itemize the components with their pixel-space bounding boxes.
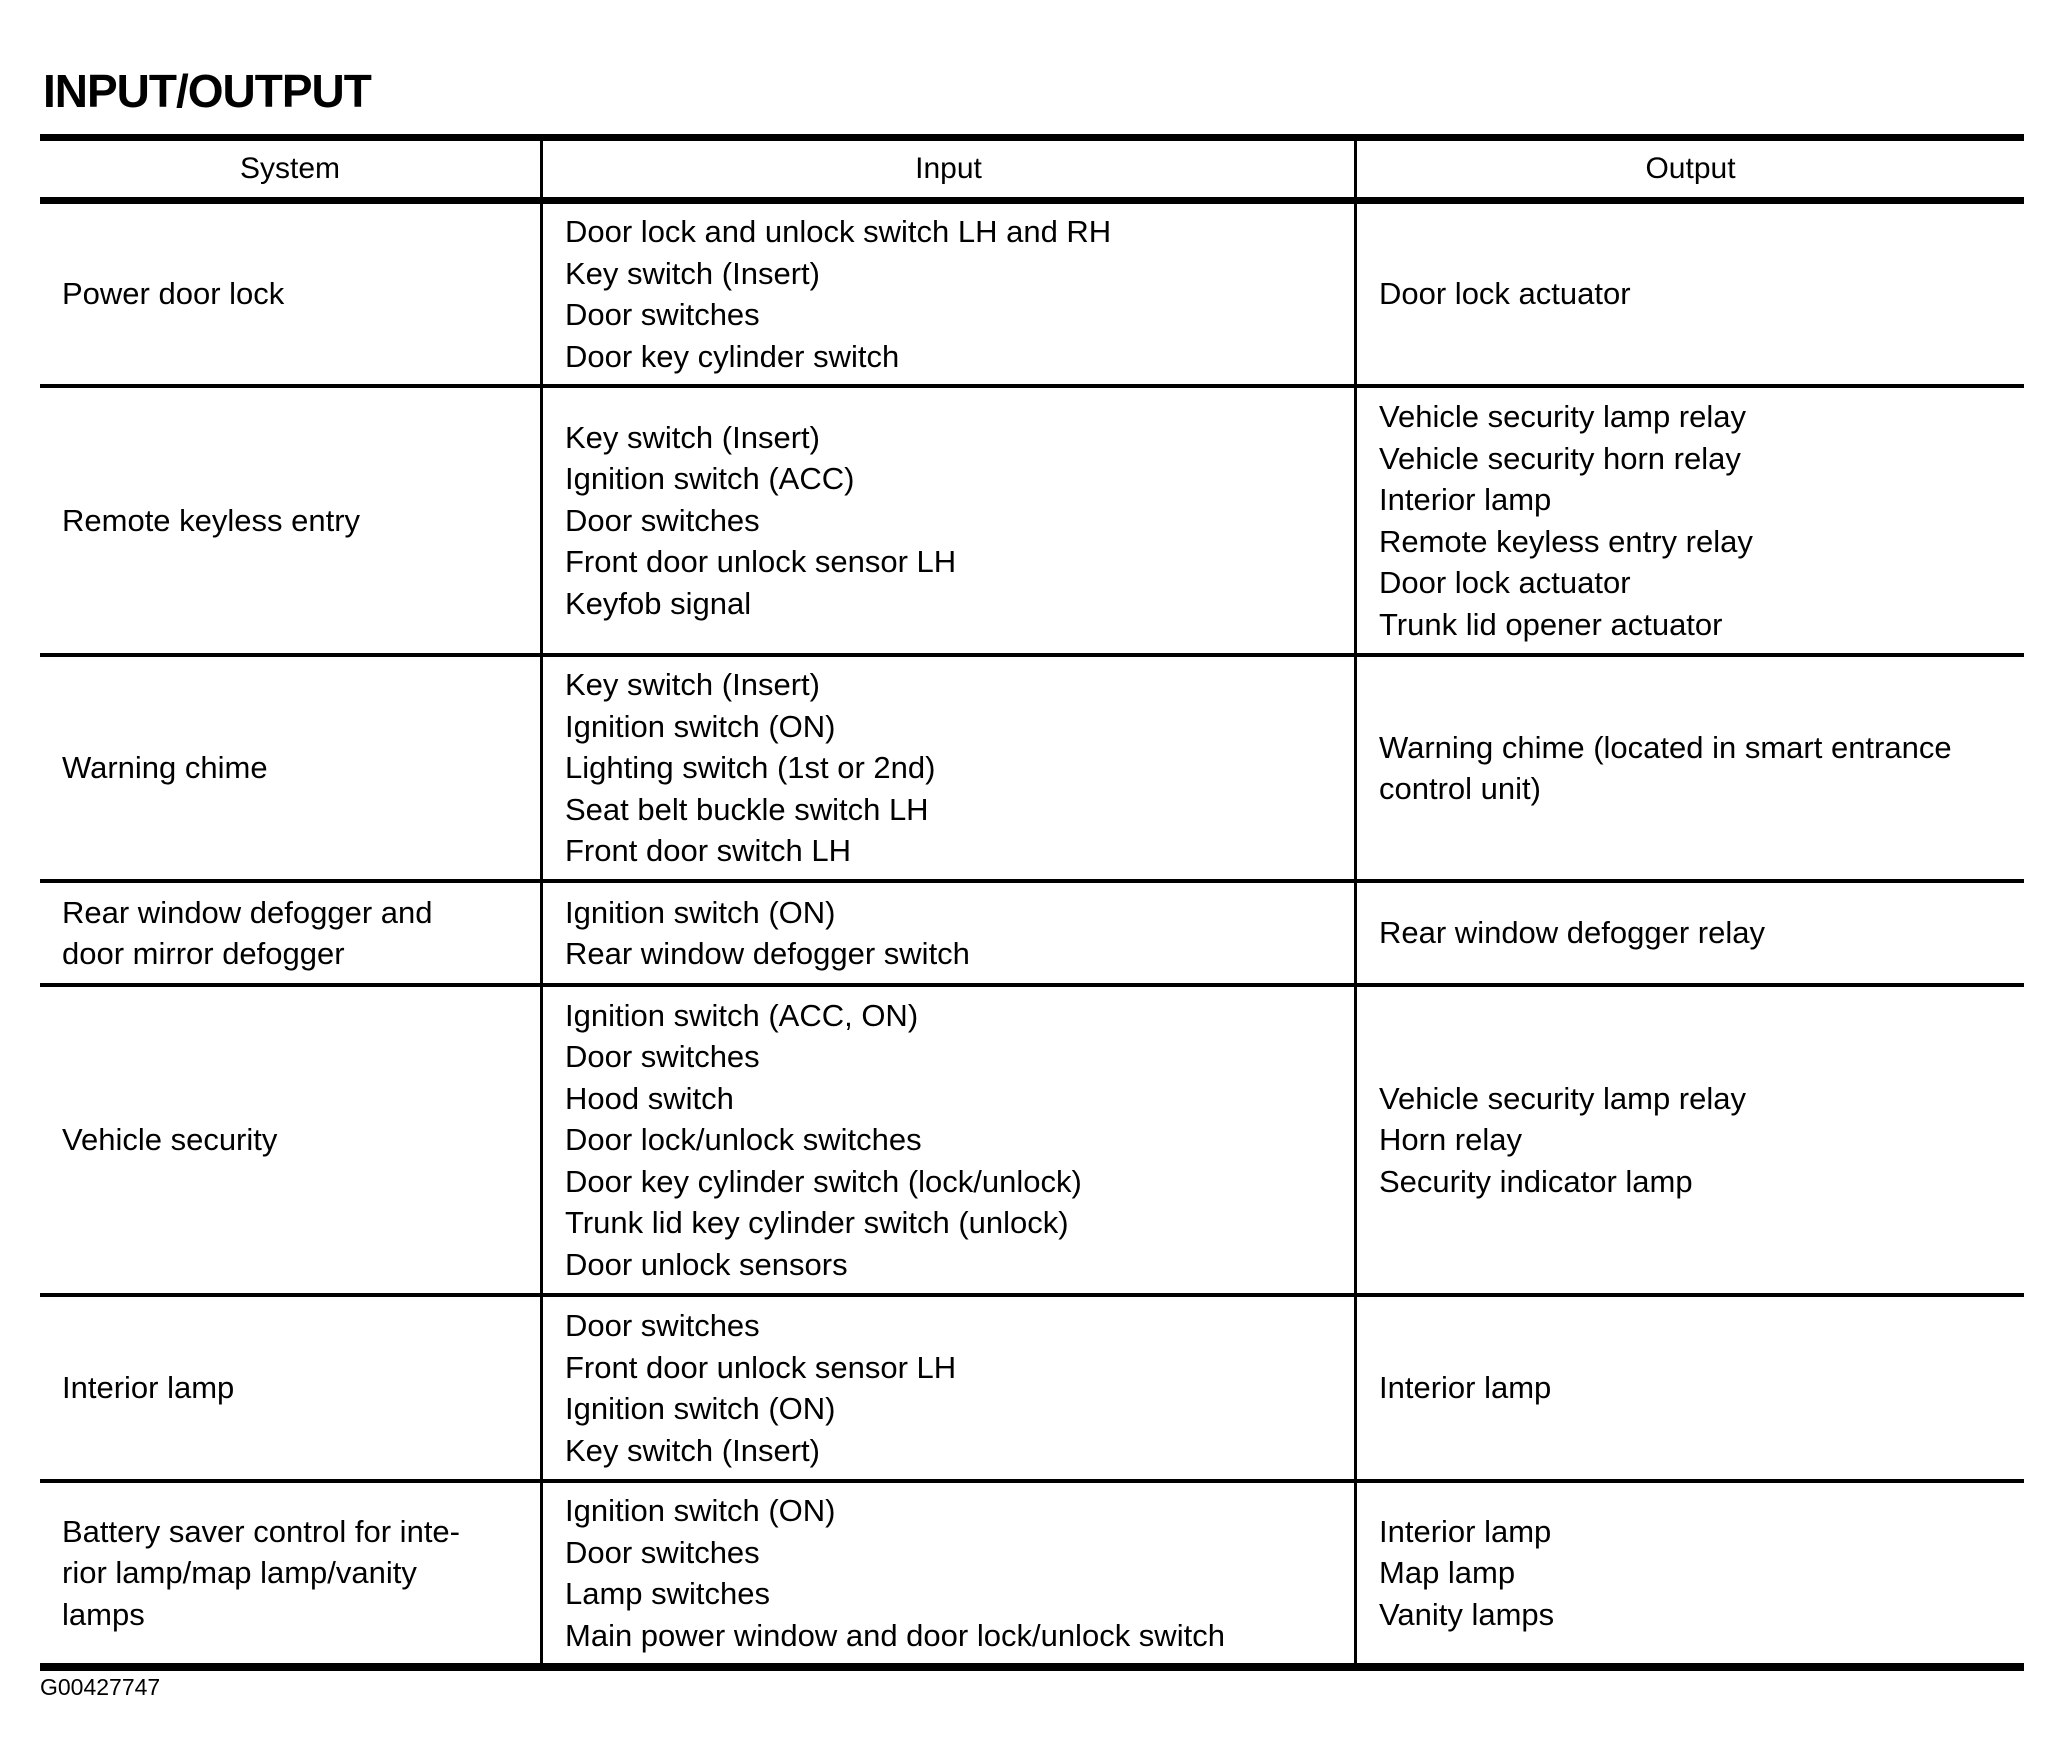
output-line: Horn relay [1379,1122,1522,1158]
input-line: Keyfob signal [565,585,752,621]
table-row [40,653,2024,879]
output-line: Trunk lid opener actuator [1379,606,1723,642]
table-row [40,200,2024,384]
output-line: Interior lamp [1379,482,1552,517]
input-cell [540,987,1354,1293]
output-cell [1354,204,2024,384]
input-line: Door key cylinder switch [565,338,900,374]
system-line: Power door lock [62,276,285,312]
system-line: lamps [62,1596,145,1632]
system-line: Remote keyless entry [62,502,361,538]
input-cell [540,657,1354,879]
system-line: Battery saver control for inte- [62,1513,460,1549]
output-cell [1354,1297,2024,1479]
output-line: Rear window defogger relay [1379,915,1765,951]
output-cell [1354,883,2024,983]
header-system: System [239,152,341,186]
system-cell [40,204,540,384]
header-output: Output [1354,141,2024,197]
output-line: Interior lamp [1379,1370,1552,1406]
output-line: Interior lamp [1379,1513,1552,1549]
input-line: Door switches [565,1308,760,1343]
input-line: Main power window and door lock/unlock switch [565,1617,1225,1653]
output-line: control unit) [1379,771,1541,806]
input-line: Lamp switches [565,1576,771,1611]
figure-id: G00427747 [40,1674,161,1700]
table-row [40,384,2024,653]
system-cell [40,388,540,653]
output-line: Vehicle security horn relay [1379,440,1741,476]
input-line: Door switches [565,297,760,332]
system-line: rior lamp/map lamp/vanity [62,1555,417,1591]
output-cell [1354,987,2024,1293]
input-line: Door key cylinder switch (lock/unlock) [565,1163,1082,1199]
output-line: Vanity lamps [1379,1596,1555,1632]
system-line: Warning chime [62,750,268,786]
input-line: Door unlock sensors [565,1246,848,1282]
input-line: Ignition switch (ACC) [565,461,855,497]
input-cell [540,388,1354,653]
input-line: Trunk lid key cylinder switch (unlock) [565,1205,1069,1241]
input-line: Door switches [565,1534,760,1570]
output-line: Warning chime (located in smart entrance [1379,729,1952,765]
output-cell [1354,657,2024,879]
input-line: Ignition switch (ON) [565,1493,836,1528]
system-line: Rear window defogger and [62,894,433,930]
input-line: Key switch (Insert) [565,667,820,703]
page-title: INPUT/OUTPUT [43,65,371,117]
system-cell [40,1297,540,1479]
input-line: Front door unlock sensor LH [565,1349,957,1385]
input-line: Front door switch LH [565,833,851,869]
table-row [40,1293,2024,1479]
input-line: Key switch (Insert) [565,419,820,455]
output-line: Vehicle security lamp relay [1379,1080,1746,1116]
table-row [40,983,2024,1293]
system-cell [40,987,540,1293]
table-header-row [40,141,2024,200]
input-line: Seat belt buckle switch LH [565,791,929,827]
output-line: Map lamp [1379,1555,1516,1591]
input-cell [540,1483,1354,1663]
output-line: Vehicle security lamp relay [1379,399,1746,434]
table-row [40,1479,2024,1663]
system-line: door mirror defogger [62,936,345,971]
output-line: Security indicator lamp [1379,1163,1693,1199]
input-line: Ignition switch (ON) [565,1391,836,1426]
system-cell [40,657,540,879]
table-row [40,879,2024,983]
input-line: Door switches [565,502,760,538]
input-line: Door lock and unlock switch LH and RH [565,214,1112,249]
output-cell [1354,1483,2024,1663]
input-line: Door lock/unlock switches [565,1122,922,1158]
input-line: Key switch (Insert) [565,255,820,291]
input-cell [540,204,1354,384]
output-line: Remote keyless entry relay [1379,523,1753,559]
system-cell [40,883,540,983]
input-line: Hood switch [565,1080,734,1116]
input-line: Ignition switch (ON) [565,894,836,930]
system-line: Interior lamp [62,1370,235,1406]
input-line: Ignition switch (ON) [565,708,836,744]
output-cell [1354,388,2024,653]
system-cell [40,1483,540,1663]
input-cell [540,883,1354,983]
input-line: Key switch (Insert) [565,1432,820,1468]
input-line: Ignition switch (ACC, ON) [565,997,919,1033]
output-line: Door lock actuator [1379,276,1631,312]
input-line: Lighting switch (1st or 2nd) [565,750,936,786]
input-line: Front door unlock sensor LH [565,544,957,580]
output-line: Door lock actuator [1379,565,1631,600]
input-cell [540,1297,1354,1479]
input-output-table [40,134,2024,1671]
header-input: Input [540,141,1354,197]
system-line: Vehicle security [62,1122,278,1158]
input-line: Door switches [565,1039,760,1075]
input-line: Rear window defogger switch [565,936,970,971]
